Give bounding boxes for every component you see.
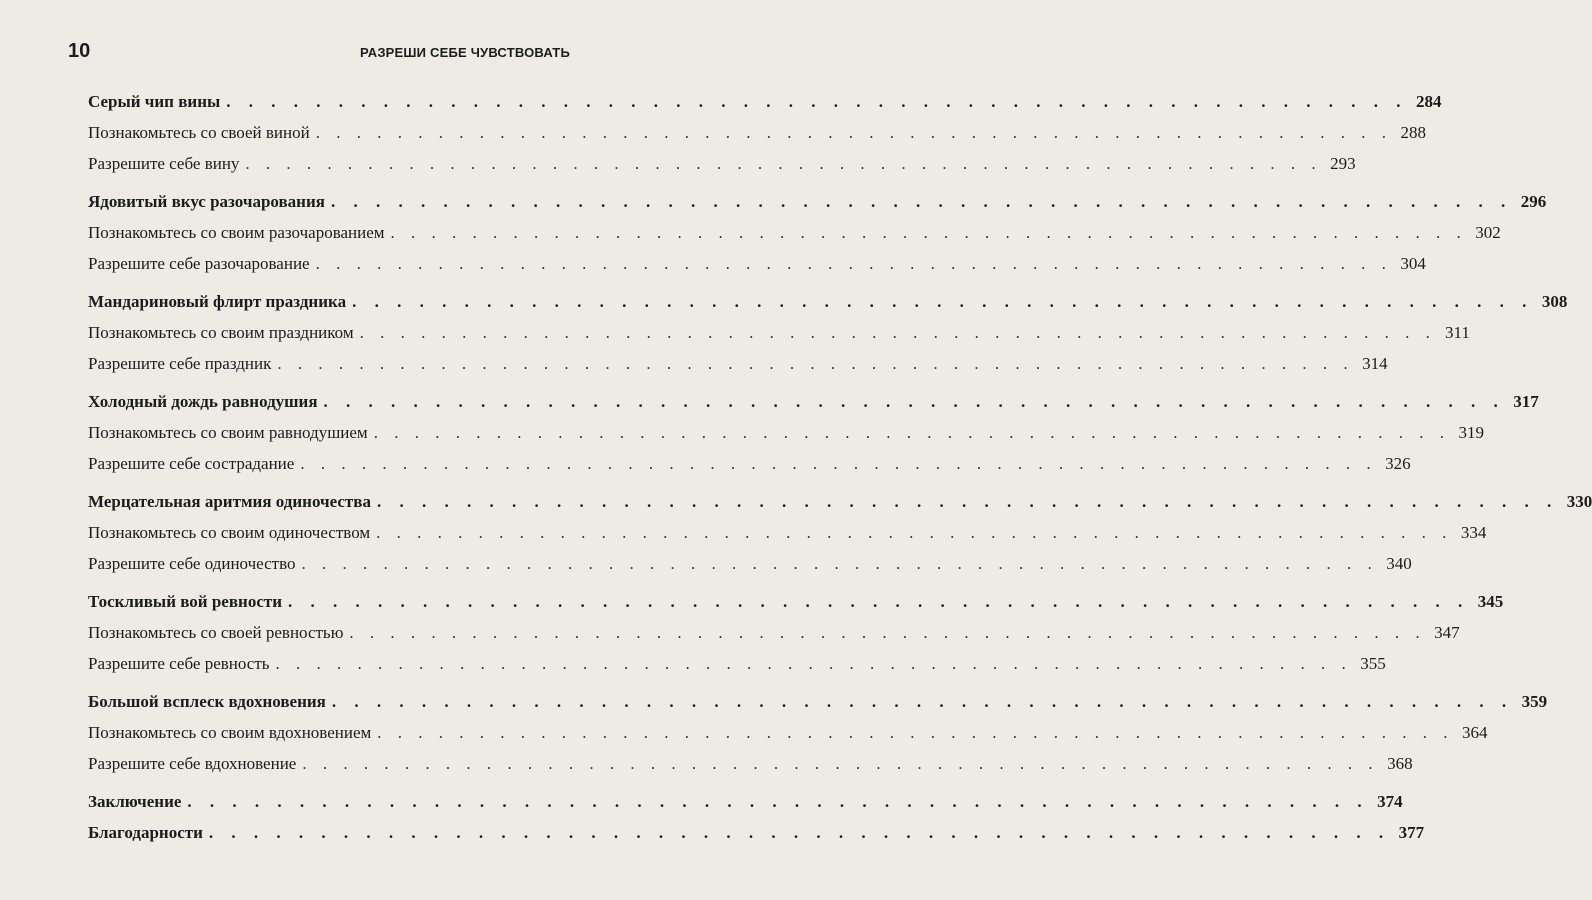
toc-section [88, 586, 1504, 679]
toc-chapter [88, 817, 1425, 848]
toc-section [88, 186, 1547, 279]
toc-subsection-page: 364 [1462, 723, 1488, 742]
toc-chapter-page: 330 [1566, 492, 1592, 511]
dot-leader: . . . . . . . . . . . . . . . . . . . . . . . . . . . . . . . . . . . . . . . . . . . . . . . . . . . . . [301, 554, 1378, 573]
toc-subsection-page: 293 [1330, 154, 1356, 173]
toc-chapter-title: Заключение [88, 792, 182, 811]
dot-leader: . . . . . . . . . . . . . . . . . . . . . . . . . . . . . . . . . . . . . . . . . . . . . . . . . . . . . [376, 523, 1453, 542]
toc-section [88, 486, 1592, 579]
toc-section [88, 286, 1568, 379]
toc-chapter-title: Холодный дождь равнодушия [88, 392, 318, 411]
toc-subsection [88, 648, 1386, 679]
dot-leader: . . . . . . . . . . . . . . . . . . . . . . . . . . . . . . . . . . . . . . . . . . . . . . . . . . . . . [277, 354, 1354, 373]
dot-leader: . . . . . . . . . . . . . . . . . . . . . . . . . . . . . . . . . . . . . . . . . . . . . . . . . . . . . [352, 292, 1534, 311]
dot-leader: . . . . . . . . . . . . . . . . . . . . . . . . . . . . . . . . . . . . . . . . . . . . . . . . . . . . . [373, 423, 1450, 442]
toc-chapter [88, 386, 1539, 417]
toc-chapter-title: Мерцательная аритмия одиночества [88, 492, 371, 511]
toc-section [88, 386, 1539, 479]
toc-subsection [88, 417, 1484, 448]
toc-section [88, 786, 1403, 817]
toc-chapter [88, 486, 1592, 517]
running-title: РАЗРЕШИ СЕБЕ ЧУВСТВОВАТЬ [360, 45, 570, 60]
toc-subsection-title: Разрешите себе праздник [88, 354, 272, 373]
toc-subsection [88, 748, 1413, 779]
toc-chapter-title: Ядовитый вкус разочарования [88, 192, 325, 211]
toc-subsection-title: Познакомьтесь со своей ревностью [88, 623, 344, 642]
toc-chapter [88, 686, 1548, 717]
toc-chapter [88, 286, 1568, 317]
toc-subsection-page: 302 [1475, 223, 1501, 242]
dot-leader: . . . . . . . . . . . . . . . . . . . . . . . . . . . . . . . . . . . . . . . . . . . . . . . . . . . . . [315, 123, 1392, 142]
toc-chapter [88, 186, 1547, 217]
toc-chapter-page: 374 [1377, 792, 1403, 811]
table-of-contents [88, 86, 1592, 848]
toc-subsection [88, 517, 1487, 548]
toc-subsection-page: 368 [1387, 754, 1413, 773]
toc-subsection [88, 148, 1356, 179]
dot-leader: . . . . . . . . . . . . . . . . . . . . . . . . . . . . . . . . . . . . . . . . . . . . . . . . . . . . . [226, 92, 1408, 111]
toc-subsection-title: Познакомьтесь со своим равнодушием [88, 423, 368, 442]
toc-subsection-page: 311 [1444, 323, 1470, 342]
toc-subsection-title: Познакомьтесь со своей виной [88, 123, 310, 142]
toc-subsection [88, 348, 1388, 379]
page-number: 10 [68, 40, 91, 62]
toc-subsection-page: 340 [1386, 554, 1412, 573]
dot-leader: . . . . . . . . . . . . . . . . . . . . . . . . . . . . . . . . . . . . . . . . . . . . . . . . . . . . . [331, 692, 1514, 711]
toc-subsection [88, 317, 1470, 348]
dot-leader: . . . . . . . . . . . . . . . . . . . . . . . . . . . . . . . . . . . . . . . . . . . . . . . . . . . . . [330, 192, 1513, 211]
dot-leader: . . . . . . . . . . . . . . . . . . . . . . . . . . . . . . . . . . . . . . . . . . . . . . . . . . . . . [377, 723, 1454, 742]
toc-subsection-page: 319 [1458, 423, 1484, 442]
toc-subsection-page: 314 [1362, 354, 1388, 373]
dot-leader: . . . . . . . . . . . . . . . . . . . . . . . . . . . . . . . . . . . . . . . . . . . . . . . . . . . . . [390, 223, 1467, 242]
dot-leader: . . . . . . . . . . . . . . . . . . . . . . . . . . . . . . . . . . . . . . . . . . . . . . . . . . . . . [359, 323, 1436, 342]
toc-subsection-title: Разрешите себе вину [88, 154, 240, 173]
toc-chapter [88, 786, 1403, 817]
toc-section [88, 86, 1442, 179]
toc-chapter-page: 308 [1541, 292, 1568, 311]
toc-subsection-page: 355 [1360, 654, 1386, 673]
dot-leader: . . . . . . . . . . . . . . . . . . . . . . . . . . . . . . . . . . . . . . . . . . . . . . . . . . . . . [302, 754, 1379, 773]
dot-leader: . . . . . . . . . . . . . . . . . . . . . . . . . . . . . . . . . . . . . . . . . . . . . . . . . . . . . [275, 654, 1352, 673]
toc-chapter-title: Мандариновый флирт праздника [88, 292, 347, 311]
toc-subsection-title: Разрешите себе разочарование [88, 254, 310, 273]
dot-leader: . . . . . . . . . . . . . . . . . . . . . . . . . . . . . . . . . . . . . . . . . . . . . . . . . . . . . [288, 592, 1470, 611]
toc-subsection-page: 304 [1400, 254, 1426, 273]
toc-chapter [88, 86, 1442, 117]
toc-subsection [88, 217, 1501, 248]
dot-leader: . . . . . . . . . . . . . . . . . . . . . . . . . . . . . . . . . . . . . . . . . . . . . . . . . . . . . [300, 454, 1377, 473]
toc-subsection-title: Разрешите себе сострадание [88, 454, 295, 473]
toc-chapter-page: 377 [1398, 823, 1425, 842]
dot-leader: . . . . . . . . . . . . . . . . . . . . . . . . . . . . . . . . . . . . . . . . . . . . . . . . . . . . . [376, 492, 1559, 511]
toc-subsection [88, 717, 1488, 748]
toc-subsection [88, 248, 1426, 279]
toc-chapter-page: 345 [1477, 592, 1504, 611]
toc-subsection-page: 326 [1385, 454, 1411, 473]
toc-chapter-page: 296 [1520, 192, 1547, 211]
toc-chapter-page: 317 [1513, 392, 1539, 411]
toc-chapter-title: Благодарности [88, 823, 203, 842]
dot-leader: . . . . . . . . . . . . . . . . . . . . . . . . . . . . . . . . . . . . . . . . . . . . . . . . . . . . . [349, 623, 1426, 642]
toc-subsection-title: Разрешите себе ревность [88, 654, 270, 673]
toc-subsection [88, 448, 1411, 479]
toc-chapter-title: Большой всплеск вдохновения [88, 692, 326, 711]
toc-subsection-page: 347 [1434, 623, 1460, 642]
dot-leader: . . . . . . . . . . . . . . . . . . . . . . . . . . . . . . . . . . . . . . . . . . . . . . . . . . . . . [323, 392, 1505, 411]
toc-subsection [88, 117, 1426, 148]
toc-subsection-title: Познакомьтесь со своим вдохновением [88, 723, 372, 742]
toc-section [88, 686, 1548, 779]
dot-leader: . . . . . . . . . . . . . . . . . . . . . . . . . . . . . . . . . . . . . . . . . . . . . . . . . . . . . [245, 154, 1322, 173]
toc-subsection-page: 334 [1460, 523, 1487, 542]
toc-subsection [88, 548, 1412, 579]
toc-chapter-title: Серый чип вины [88, 92, 221, 111]
toc-section [88, 817, 1425, 848]
toc-subsection-title: Разрешите себе одиночество [88, 554, 296, 573]
dot-leader: . . . . . . . . . . . . . . . . . . . . . . . . . . . . . . . . . . . . . . . . . . . . . . . . . . . . . [187, 792, 1369, 811]
toc-subsection [88, 617, 1460, 648]
toc-subsection-title: Разрешите себе вдохновение [88, 754, 297, 773]
dot-leader: . . . . . . . . . . . . . . . . . . . . . . . . . . . . . . . . . . . . . . . . . . . . . . . . . . . . . [315, 254, 1392, 273]
toc-subsection-title: Познакомьтесь со своим одиночеством [88, 523, 371, 542]
dot-leader: . . . . . . . . . . . . . . . . . . . . . . . . . . . . . . . . . . . . . . . . . . . . . . . . . . . . . [208, 823, 1391, 842]
toc-chapter-page: 284 [1416, 92, 1442, 111]
toc-subsection-title: Познакомьтесь со своим разочарованием [88, 223, 385, 242]
page-header [68, 40, 570, 63]
toc-chapter-title: Тоскливый вой ревности [88, 592, 283, 611]
toc-chapter-page: 359 [1521, 692, 1548, 711]
toc-chapter [88, 586, 1504, 617]
toc-subsection-title: Познакомьтесь со своим праздником [88, 323, 354, 342]
toc-subsection-page: 288 [1400, 123, 1426, 142]
